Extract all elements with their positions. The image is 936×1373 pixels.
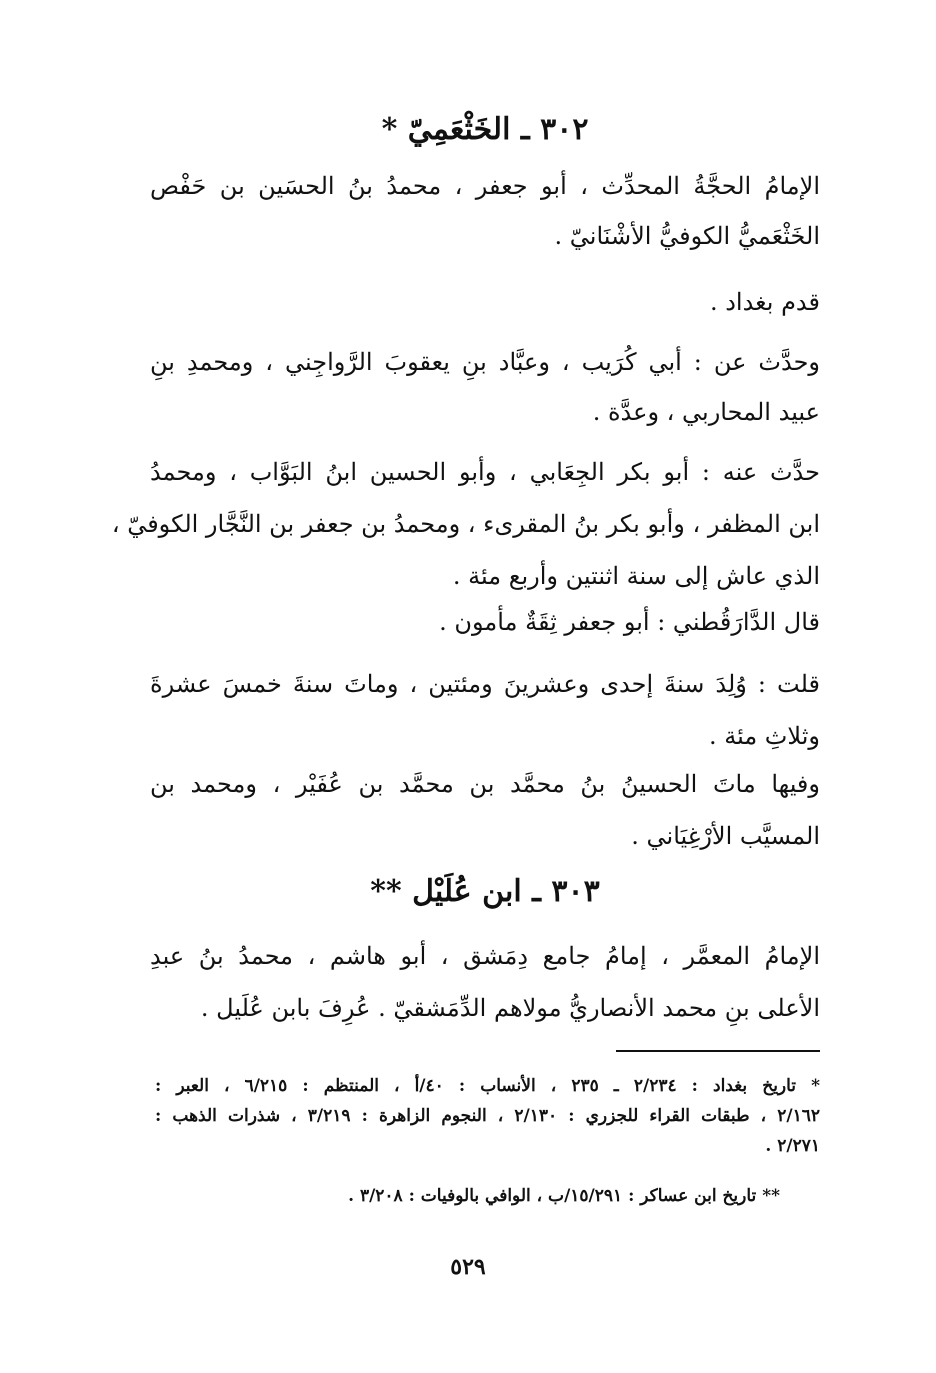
text-line: وحدَّث عن : أبي كُرَيب ، وعبَّاد بنِ يعقوبَ الرَّواجِني ، ومحمدِ بنِ — [150, 348, 820, 376]
paragraph-intro-302 — [150, 172, 820, 252]
paragraph-birth-death — [150, 670, 820, 750]
text-line: قدم بغداد . — [709, 288, 820, 316]
footnote-line: ** تاريخ ابن عساكر : ١٥/٢٩١/ب ، الوافي بالوفيات : ٣/٢٠٨ . — [348, 1186, 780, 1206]
paragraph-narrated-from — [150, 348, 820, 428]
text-line: الإمامُ المعمَّر ، إمامُ جامع دِمَشق ، أبو هاشم ، محمدُ بنُ عبدِ — [150, 942, 820, 970]
text-line: الخَثْعَميُّ الكوفيُّ الأشْنَانيّ . — [554, 222, 820, 250]
entry-heading-303: ٣٠٣ ـ ابن عُلَيْل ** — [370, 874, 600, 909]
text-line: حدَّث عنه : أبو بكر الجِعَابي ، وأبو الحسين ابنُ البَوَّاب ، ومحمدُ — [150, 458, 820, 486]
footnote-separator — [616, 1050, 820, 1052]
paragraph-daraqutni — [150, 608, 820, 638]
text-line: وفيها ماتَ الحسينُ بنُ محمَّد بن محمَّد بن عُفَيْر ، ومحمد بن — [150, 770, 820, 798]
text-line: المسيَّب الأرْغِيَاني . — [631, 822, 820, 850]
text-line: عبيد المحاربي ، وعدَّة . — [592, 398, 820, 426]
text-line: الذي عاش إلى سنة اثنتين وأربع مئة . — [452, 562, 820, 590]
paragraph-intro-303 — [150, 942, 820, 1022]
text-line: قال الدَّارَقُطني : أبو جعفر ثِقَةٌ مأمون . — [439, 608, 820, 636]
footnote-line: ٢/١٦٢ ، طبقات القراء للجزري : ٢/١٣٠ ، النجوم الزاهرة : ٣/٢١٩ ، شذرات الذهب : — [155, 1106, 820, 1126]
text-line: ابن المظفر ، وأبو بكر بنُ المقرىء ، ومحمدُ بن جعفر بن النَّجَّار الكوفيّ ، — [111, 510, 820, 538]
paragraph-arrived-baghdad — [150, 288, 820, 318]
text-line: الإمامُ الحجَّةُ المحدِّث ، أبو جعفر ، محمدُ بنُ الحسَين بن حَفْص — [150, 172, 820, 200]
text-line: قلت : وُلِدَ سنةَ إحدى وعشرينَ ومئتين ، وماتَ سنةَ خمسَ عشرةَ — [150, 670, 820, 698]
footnote-303 — [155, 1185, 820, 1215]
page-number: ٥٢٩ — [450, 1254, 486, 1280]
footnote-302 — [155, 1075, 820, 1165]
paragraph-narrated-by — [111, 458, 820, 590]
footnote-line: ٢/٢٧١ . — [765, 1136, 820, 1156]
paragraph-same-year-deaths — [150, 770, 820, 850]
footnote-line: * تاريخ بغداد : ٢/٢٣٤ ـ ٢٣٥ ، الأنساب : ٤٠/أ ، المنتظم : ٦/٢١٥ ، العبر : — [155, 1076, 820, 1096]
text-line: وثلاثِ مئة . — [708, 722, 820, 750]
entry-heading-302: ٣٠٢ ـ الخَثْعَمِيّ * — [381, 112, 589, 147]
text-line: الأعلى بنِ محمد الأنصاريُّ مولاهم الدِّمَشقيّ . عُرِفَ بابن عُلَيل . — [200, 994, 820, 1022]
